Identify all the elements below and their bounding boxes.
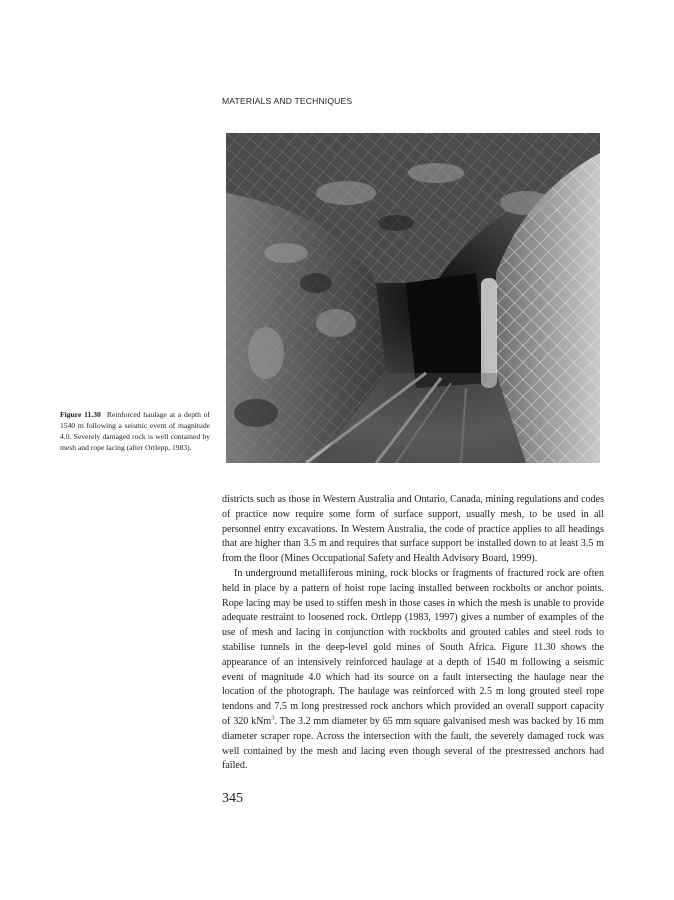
superscript-3: 3 <box>271 714 275 722</box>
figure-caption-text: Reinforced haulage at a depth of 1540 m following a seismic event of magnitude 4.0. Severely damaged rock is well contained by mesh and rope lacing (after Ortlepp, 1983). <box>60 410 211 452</box>
figure-label: Figure 11.30 <box>60 410 101 419</box>
page-number: 345 <box>222 791 243 806</box>
figure-caption <box>60 409 210 453</box>
paragraph-2-text-a: In underground metalliferous mining, rock blocks or fragments of fractured rock are often held in place by a pattern of hoist rope lacing installed between rockbolts or anchor points. Rope lacing may be used to stiffen mesh in those cases in which the mesh is unable to provide adequate restraint to loosened rock. Ortlepp (1983, 1997) gives a number of examples of the use of mesh and lacing in conjunction with rockbolts and grouted cables and steel rods to stabilise tunnels in the deep-level gold mines of South Africa. Figure 11.30 shows the appearance of an intensively reinforced haulage at a depth of 1540 m following a seismic event of magnitude 4.0 which had its source on a fault intersecting the haulage near the location of the photograph. The haulage was reinforced with 2.5 m long grouted steel rope tendons and 7.5 m long prestressed rock anchors which provided an overall support capacity of 320 kNm <box>222 567 604 727</box>
body-text <box>222 493 604 774</box>
paragraph-1: districts such as those in Western Australia and Ontario, Canada, mining regulations and codes of practice now require some form of surface support, usually mesh, to be used in all personnel entry excavations. In Western Australia, the code of practice applies to all headings that are higher than 3.5 m and requires that surface support be installed down to at least 3.5 m from the floor (Mines Occupational Safety and Health Advisory Board, 1999). <box>222 494 604 565</box>
running-head: MATERIALS AND TECHNIQUES <box>222 96 353 106</box>
figure-photo <box>226 133 600 463</box>
paragraph-2 <box>222 567 604 774</box>
tunnel-photo-image <box>226 133 600 463</box>
paragraph-2-text-b: . The 3.2 mm diameter by 65 mm square galvanised mesh was backed by 16 mm diameter scraper rope. Across the intersection with the fault, the severely damaged rock was well contained by the mesh and lacing even though several of the prestressed anchors had failed. <box>222 715 604 772</box>
